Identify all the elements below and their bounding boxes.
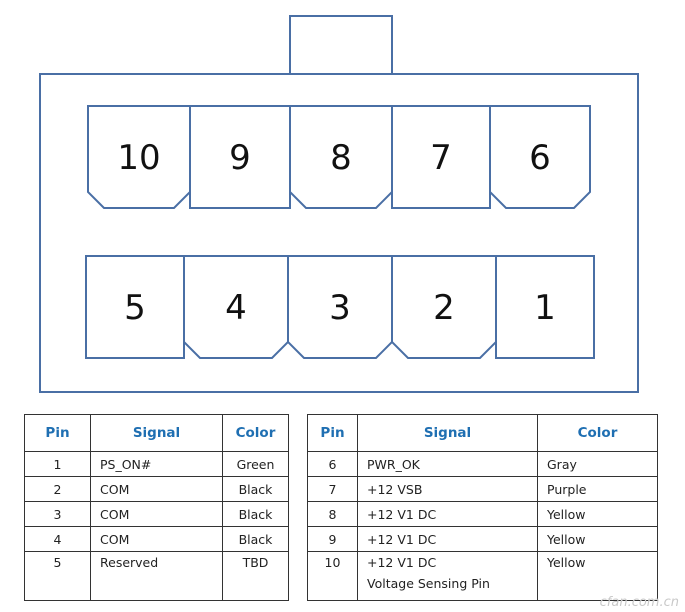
pinout-table-left bbox=[24, 414, 289, 601]
wire-color-cell: Black bbox=[223, 527, 289, 552]
pin-number-3: 3 bbox=[329, 288, 351, 328]
signal-cell: PS_ON# bbox=[91, 452, 223, 477]
table-row bbox=[308, 527, 658, 552]
table-row bbox=[308, 477, 658, 502]
header-signal: Signal bbox=[358, 415, 538, 452]
pin-number-1: 1 bbox=[534, 288, 556, 328]
table-row bbox=[25, 452, 289, 477]
pin-cell: 6 bbox=[308, 452, 358, 477]
wire-color-cell: Yellow bbox=[538, 502, 658, 527]
pin-cell: 9 bbox=[308, 527, 358, 552]
pin-number-7: 7 bbox=[430, 138, 452, 178]
header-color: Color bbox=[538, 415, 658, 452]
header-pin: Pin bbox=[308, 415, 358, 452]
wire-color-cell: TBD bbox=[223, 552, 289, 601]
watermark: cfan.com.cn bbox=[599, 595, 679, 610]
pin-cell: 1 bbox=[25, 452, 91, 477]
table-header-row bbox=[308, 415, 658, 452]
table-header-row bbox=[25, 415, 289, 452]
pin-cell: 8 bbox=[308, 502, 358, 527]
wire-color-cell: Black bbox=[223, 477, 289, 502]
signal-cell: +12 V1 DC bbox=[358, 502, 538, 527]
signal-cell: +12 V1 DC bbox=[358, 527, 538, 552]
pinout-table-right bbox=[307, 414, 658, 601]
signal-cell: COM bbox=[91, 502, 223, 527]
signal-cell: COM bbox=[91, 477, 223, 502]
pin-number-9: 9 bbox=[229, 138, 251, 178]
signal-cell: Reserved bbox=[91, 552, 223, 601]
connector-latch bbox=[290, 16, 392, 74]
table-row bbox=[25, 527, 289, 552]
table-row bbox=[308, 552, 658, 601]
wire-color-cell: Yellow bbox=[538, 552, 658, 601]
wire-color-cell: Black bbox=[223, 502, 289, 527]
pin-cell: 10 bbox=[308, 552, 358, 601]
signal-cell bbox=[358, 552, 538, 601]
pin-cell: 7 bbox=[308, 477, 358, 502]
pin-number-4: 4 bbox=[225, 288, 247, 328]
signal-text: +12 V1 DC bbox=[367, 555, 437, 570]
pin-number-8: 8 bbox=[330, 138, 352, 178]
table-row bbox=[308, 502, 658, 527]
signal-cell: COM bbox=[91, 527, 223, 552]
pin-cell: 4 bbox=[25, 527, 91, 552]
pin-number-10: 10 bbox=[117, 138, 161, 178]
pin-number-5: 5 bbox=[124, 288, 146, 328]
wire-color-cell: Yellow bbox=[538, 527, 658, 552]
pin-cell: 2 bbox=[25, 477, 91, 502]
header-color: Color bbox=[223, 415, 289, 452]
wire-color-cell: Purple bbox=[538, 477, 658, 502]
signal-cell: +12 VSB bbox=[358, 477, 538, 502]
pin-cell: 5 bbox=[25, 552, 91, 601]
table-row bbox=[25, 552, 289, 601]
table-row bbox=[25, 477, 289, 502]
signal-note: Voltage Sensing Pin bbox=[367, 576, 490, 591]
pin-cell: 3 bbox=[25, 502, 91, 527]
header-signal: Signal bbox=[91, 415, 223, 452]
table-row bbox=[308, 452, 658, 477]
wire-color-cell: Gray bbox=[538, 452, 658, 477]
signal-cell: PWR_OK bbox=[358, 452, 538, 477]
pin-number-6: 6 bbox=[529, 138, 551, 178]
pin-number-2: 2 bbox=[433, 288, 455, 328]
table-row bbox=[25, 502, 289, 527]
wire-color-cell: Green bbox=[223, 452, 289, 477]
header-pin: Pin bbox=[25, 415, 91, 452]
